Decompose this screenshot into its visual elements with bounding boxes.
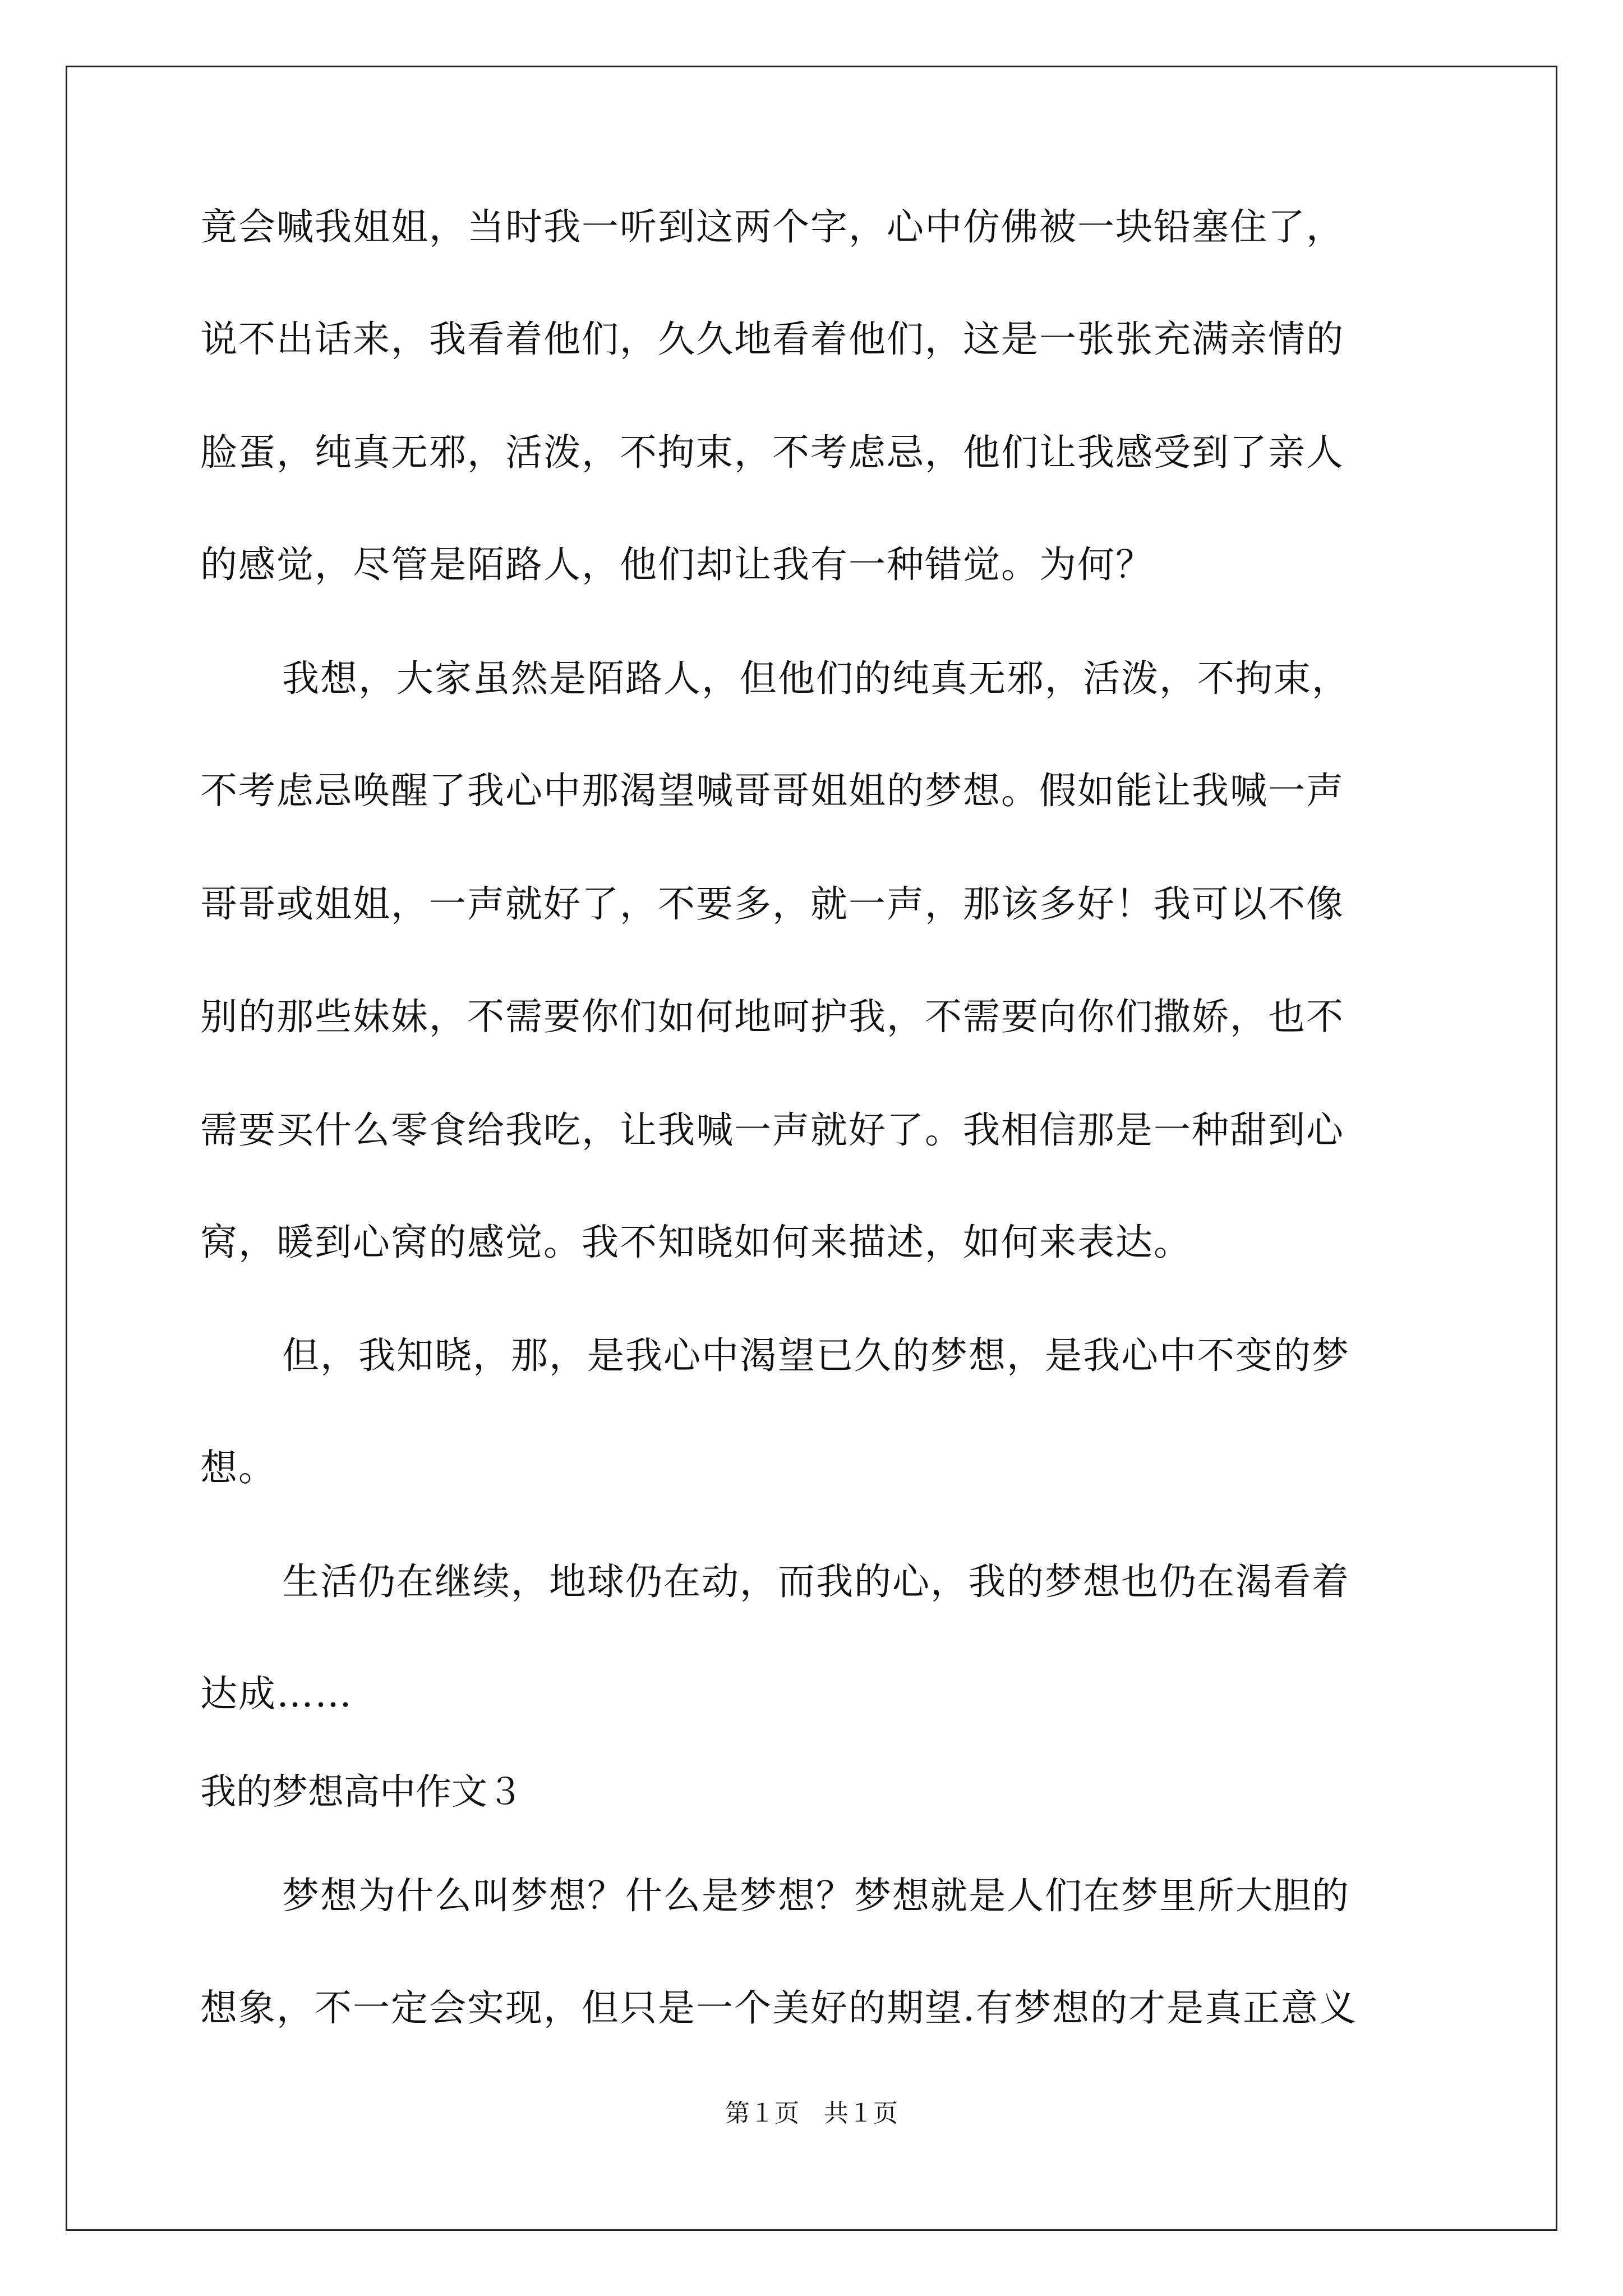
section-heading: 我的梦想高中作文３ (200, 1772, 523, 1813)
paragraph-first-line: 我想，大家虽然是陌路人，但他们的纯真无邪，活泼，不拘束， (282, 657, 1350, 700)
text-line: 窝，暖到心窝的感觉。我不知晓如何来描述，如何来表达。 (200, 1221, 1192, 1264)
text-line: 达成…… (200, 1672, 353, 1715)
text-line: 脸蛋，纯真无邪，活泼，不拘束，不考虑忌，他们让我感受到了亲人 (200, 431, 1344, 474)
text-line: 竟会喊我姐姐，当时我一听到这两个字，心中仿佛被一块铅塞住了， (200, 205, 1344, 249)
paragraph-first-line: 但，我知晓，那，是我心中渴望已久的梦想，是我心中不变的梦 (282, 1334, 1350, 1377)
text-line: 的感觉，尽管是陌路人，他们却让我有一种错觉。为何？ (200, 543, 1154, 586)
text-line: 说不出话来，我看着他们，久久地看着他们，这是一张张充满亲情的 (200, 318, 1344, 361)
text-line: 别的那些妹妹，不需要你们如何地呵护我，不需要向你们撒娇，也不 (200, 995, 1344, 1038)
paragraph-first-line: 梦想为什么叫梦想？什么是梦想？梦想就是人们在梦里所大胆的 (282, 1874, 1350, 1917)
page-number-footer: 第１页 共１页 (725, 2099, 898, 2128)
text-line: 哥哥或姐姐，一声就好了，不要多，就一声，那该多好！我可以不像 (200, 882, 1344, 926)
text-line: 需要买什么零食给我吃，让我喊一声就好了。我相信那是一种甜到心 (200, 1108, 1344, 1152)
text-line: 不考虑忌唤醒了我心中那渴望喊哥哥姐姐的梦想。假如能让我喊一声 (200, 769, 1344, 812)
text-line: 想。 (200, 1446, 276, 1489)
text-line: 想象，不一定会实现，但只是一个美好的期望.有梦想的才是真正意义 (200, 1986, 1357, 2030)
paragraph-first-line: 生活仍在继续，地球仍在动，而我的心，我的梦想也仍在渴看着 (282, 1560, 1350, 1603)
